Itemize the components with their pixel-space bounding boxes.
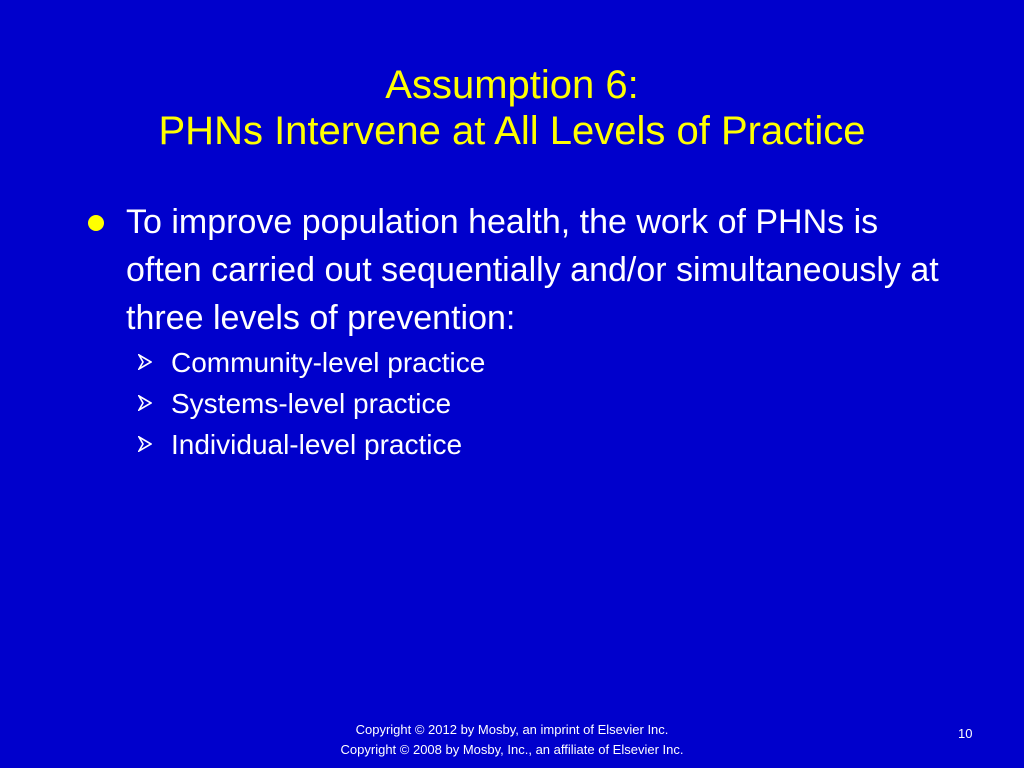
copyright-line-2: Copyright © 2008 by Mosby, Inc., an affiliate of Elsevier Inc. [340, 742, 684, 757]
sub-bullet-list [86, 342, 966, 465]
main-bullet-text: To improve population health, the work of PHNs is often carried out sequentially and/or simultaneously at three levels of prevention: [126, 203, 939, 337]
copyright-footer [0, 720, 1024, 760]
sub-bullet-item [138, 424, 966, 465]
arrowhead-icon [138, 354, 152, 370]
sub-bullet-text: Community-level practice [171, 347, 486, 378]
copyright-line-1: Copyright © 2012 by Mosby, an imprint of Elsevier Inc. [355, 722, 669, 737]
title-line-2: PHNs Intervene at All Levels of Practice [158, 109, 866, 153]
sub-bullet-text: Individual-level practice [171, 429, 463, 460]
title-line-1: Assumption 6: [385, 63, 639, 107]
sub-bullet-item [138, 342, 966, 383]
sub-bullet-item [138, 383, 966, 424]
page-number: 10 [958, 726, 973, 741]
filled-circle-icon [88, 215, 104, 231]
sub-bullet-text: Systems-level practice [171, 388, 452, 419]
slide-title [0, 62, 1024, 154]
slide-body [86, 198, 966, 465]
arrowhead-icon [138, 395, 152, 411]
arrowhead-icon [138, 436, 152, 452]
main-bullet-item [86, 198, 966, 342]
